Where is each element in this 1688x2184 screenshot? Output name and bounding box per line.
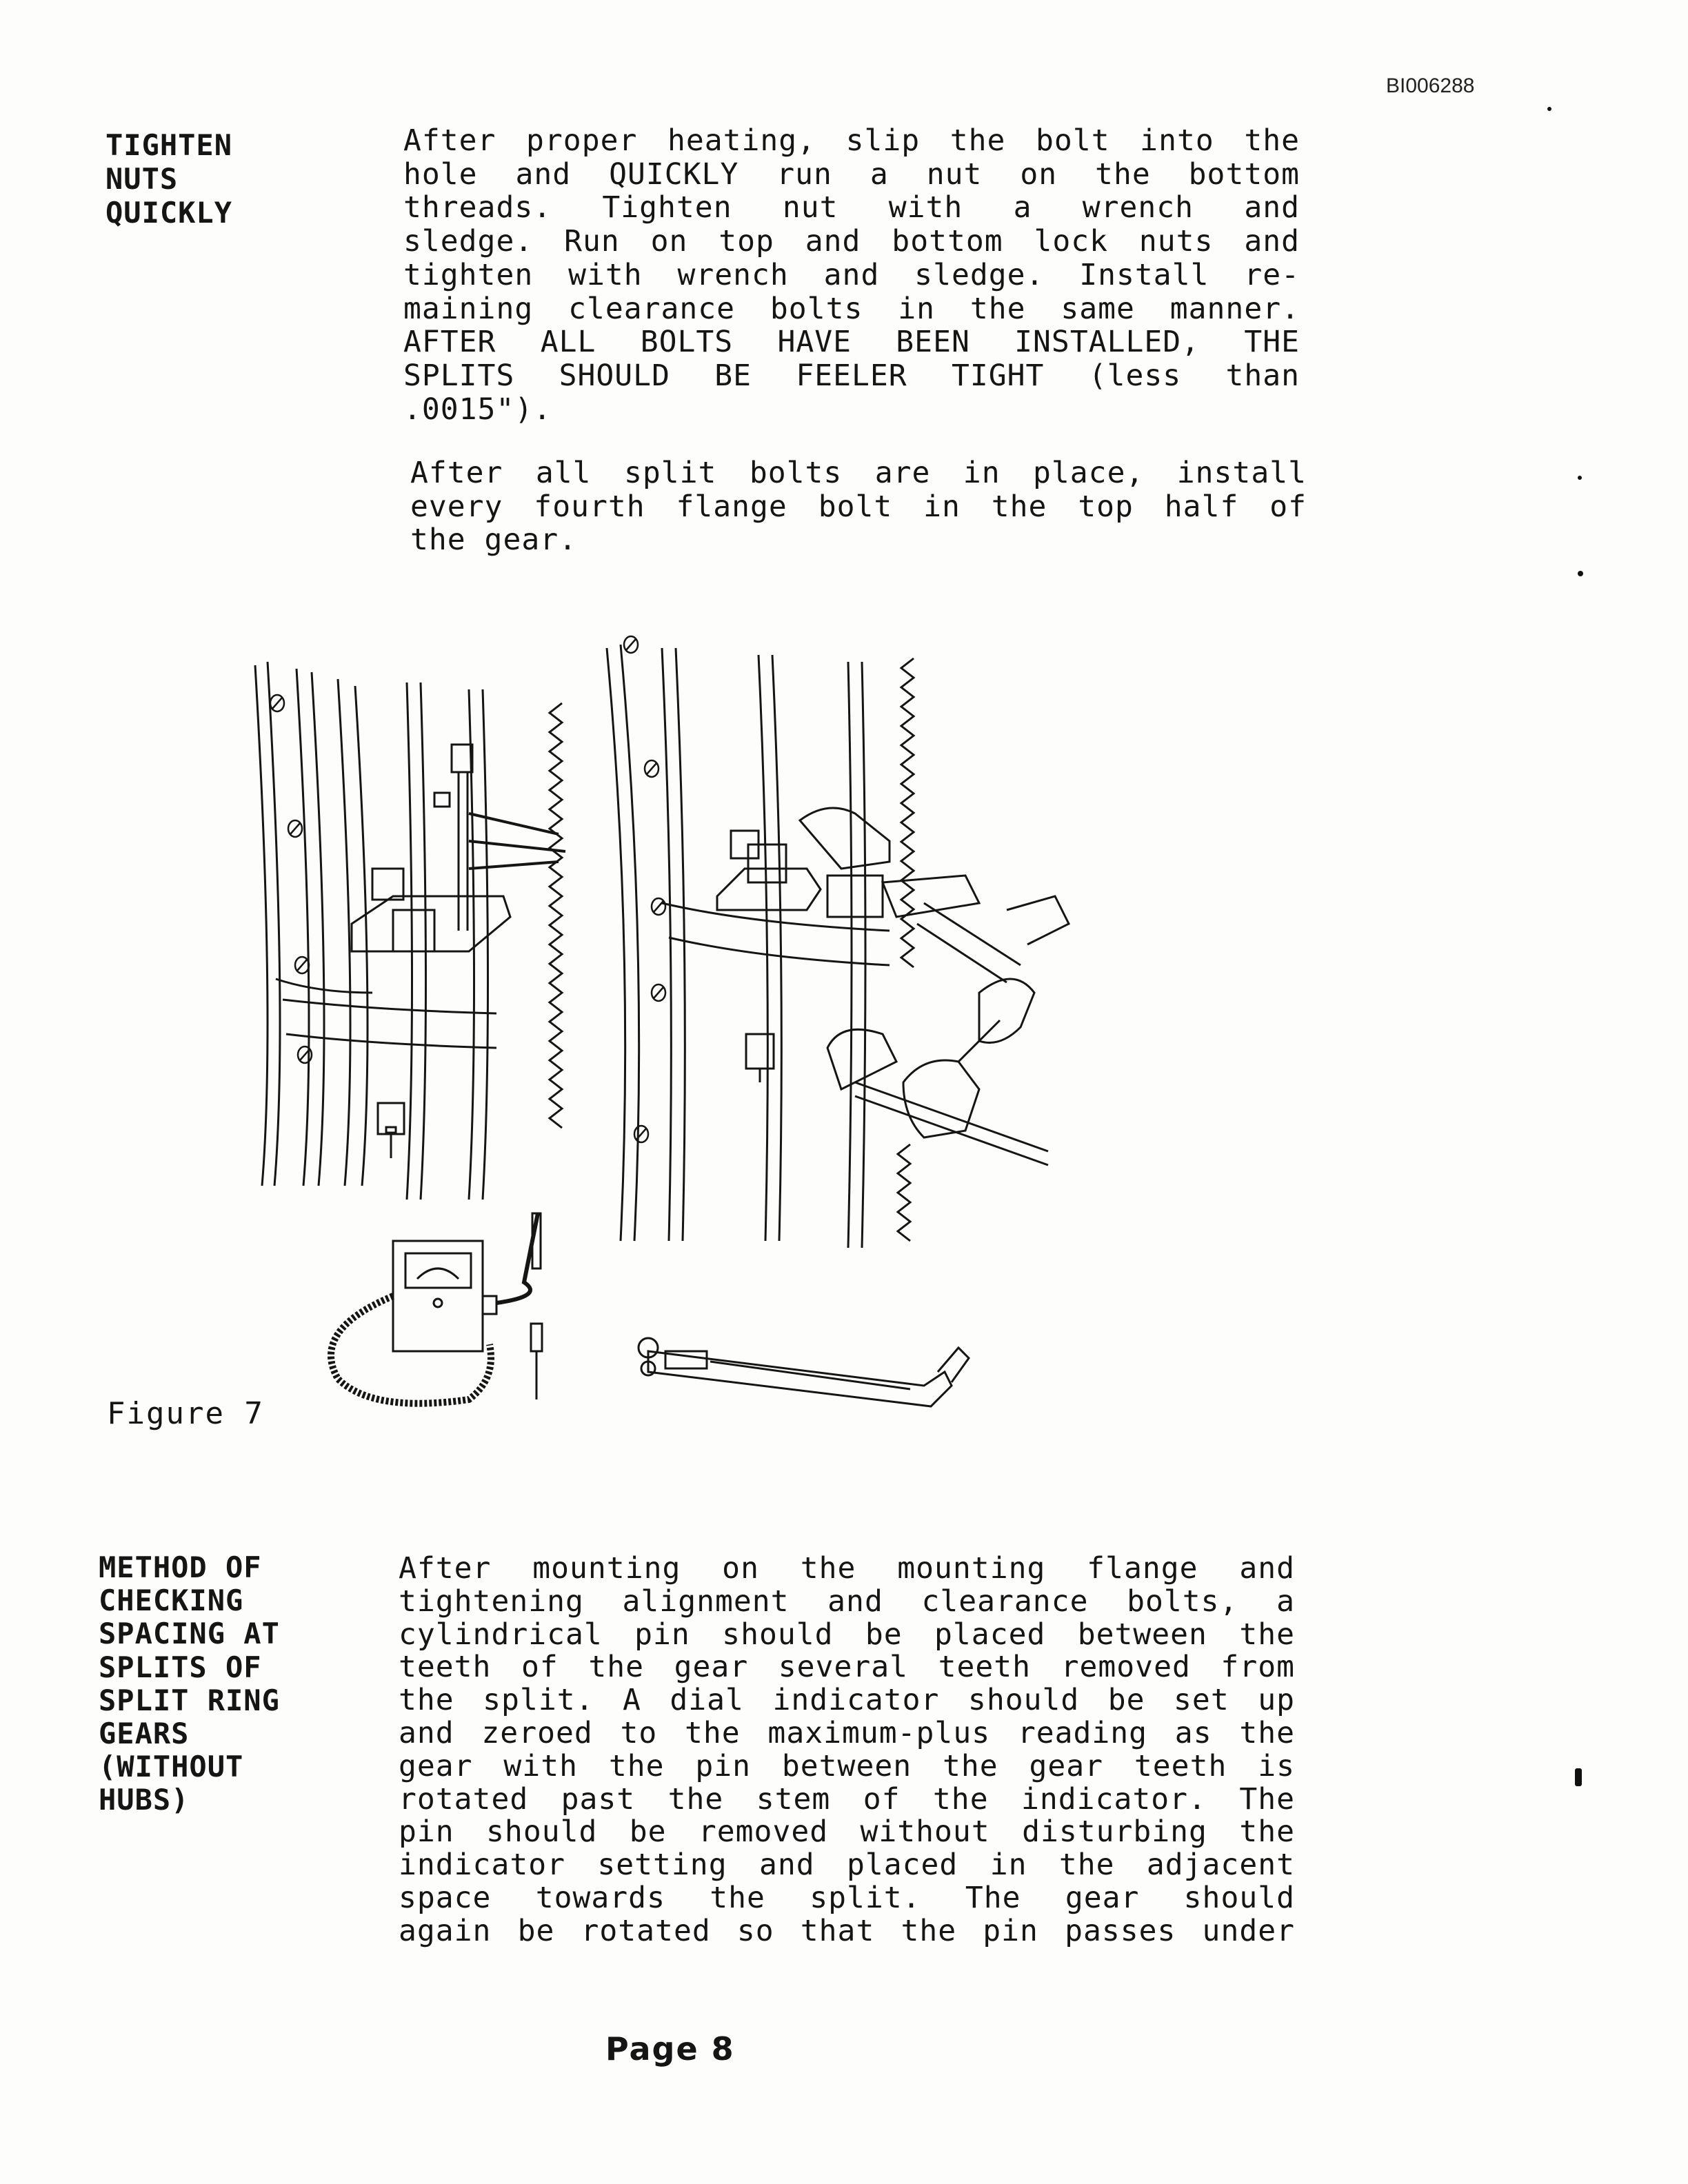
- side-heading-line: GEARS: [99, 1717, 190, 1751]
- wrench-and-hand-icon: [903, 896, 1069, 1138]
- text-line: .0015").: [403, 392, 552, 427]
- side-heading-line: HUBS): [99, 1783, 190, 1817]
- text-line: SPLITS SHOULD BE FEELER TIGHT (less than: [403, 358, 1300, 393]
- side-heading-line: NUTS: [106, 162, 179, 196]
- text-line: tighten with wrench and sledge. Install re-: [403, 257, 1300, 292]
- text-line: After mounting on the mounting flange and: [399, 1551, 1295, 1586]
- text-line: the gear.: [410, 523, 577, 558]
- side-heading-line: METHOD OF: [99, 1550, 262, 1584]
- right-gear-teeth-lower: [898, 1144, 910, 1241]
- paragraph-split-bolts: [410, 456, 1307, 557]
- dial-indicator-icon: [331, 1213, 542, 1404]
- paragraph-method-of-checking: [399, 1553, 1295, 1948]
- side-heading-line: (WITHOUT: [99, 1750, 244, 1784]
- heating-torch-icon: [639, 1338, 969, 1406]
- side-heading-line: TIGHTEN: [106, 128, 233, 162]
- left-bolt-assembly: [352, 745, 565, 1158]
- paragraph-tighten-nuts: [403, 124, 1300, 426]
- page-number: Page 8: [605, 2030, 735, 2067]
- figure-caption: Figure 7: [107, 1396, 264, 1431]
- text-line: rotated past the stem of the indicator. The: [399, 1781, 1295, 1817]
- side-heading-method-of-checking: [99, 1551, 280, 1817]
- text-line: tightening alignment and clearance bolts, a: [399, 1584, 1295, 1619]
- text-line: After proper heating, slip the bolt into the: [403, 123, 1300, 158]
- text-line: space towards the split. The gear should: [399, 1880, 1295, 1915]
- text-line: gear with the pin between the gear teeth is: [399, 1748, 1295, 1783]
- text-line: cylindrical pin should be placed between the: [399, 1617, 1295, 1652]
- text-line: indicator setting and placed in the adjacent: [399, 1848, 1295, 1883]
- text-line: AFTER ALL BOLTS HAVE BEEN INSTALLED, THE: [403, 325, 1300, 360]
- right-gear-teeth: [901, 658, 914, 967]
- left-gear-rim: [255, 662, 496, 1200]
- side-heading-line: CHECKING: [99, 1584, 244, 1618]
- text-line: threads. Tighten nut with a wrench and: [403, 190, 1300, 225]
- figure-7-illustration: [234, 607, 1076, 1420]
- left-gear-teeth: [550, 703, 562, 1128]
- text-line: again be rotated so that the pin passes under: [399, 1913, 1295, 1948]
- side-heading-line: SPLIT RING: [99, 1683, 280, 1717]
- document-id: BI006288: [1386, 74, 1475, 97]
- text-line: every fourth flange bolt in the top half of: [410, 489, 1307, 524]
- text-line: pin should be removed without disturbing the: [399, 1814, 1295, 1850]
- scan-speck: [1578, 571, 1583, 576]
- side-heading-line: QUICKLY: [106, 196, 233, 230]
- text-line: and zeroed to the maximum-plus reading as the: [399, 1715, 1295, 1750]
- text-line: hole and QUICKLY run a nut on the bottom: [403, 156, 1300, 192]
- side-heading-tighten-nuts: [106, 128, 232, 230]
- right-gear-holes: [624, 636, 665, 1142]
- side-heading-line: SPACING AT: [99, 1617, 280, 1651]
- text-line: After all split bolts are in place, install: [410, 456, 1307, 490]
- scan-speck: [1547, 107, 1551, 111]
- side-heading-line: SPLITS OF: [99, 1650, 262, 1684]
- scan-speck: [1578, 476, 1582, 480]
- text-line: maining clearance bolts in the same manner.: [403, 291, 1300, 326]
- text-line: the split. A dial indicator should be set up: [399, 1683, 1295, 1718]
- text-line: sledge. Run on top and bottom lock nuts and: [403, 224, 1300, 259]
- scan-speck: [1575, 1768, 1582, 1786]
- text-line: teeth of the gear several teeth removed from: [399, 1650, 1295, 1685]
- right-gear-rim: [607, 645, 890, 1248]
